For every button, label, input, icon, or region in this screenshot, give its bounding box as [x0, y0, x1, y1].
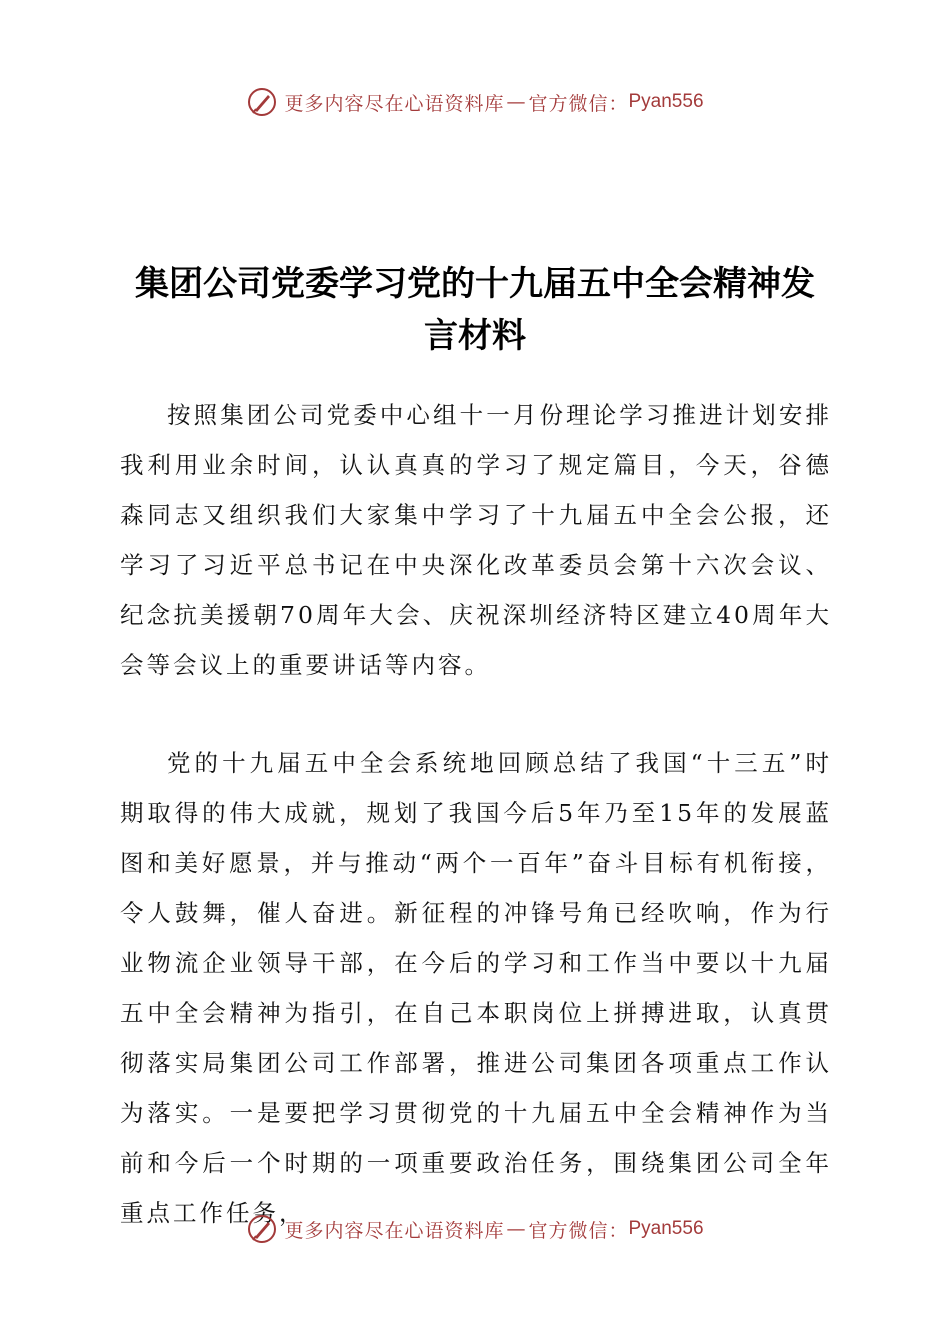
- quill-logo-icon: [246, 86, 278, 118]
- header-watermark: [0, 86, 950, 118]
- watermark-text: 更多内容尽在心语资料库: [284, 1219, 505, 1242]
- footer-watermark: [0, 1213, 950, 1245]
- watermark-text: 更多内容尽在心语资料库: [284, 92, 505, 115]
- title-line-2: 言材料: [424, 316, 526, 356]
- paragraph-2: 党的十九届五中全会系统地回顾总结了我国“十三五”时期取得的伟大成就，规划了我国今后5年乃至15年的发展蓝图和美好愿景，并与推动“两个一百年”奋斗目标有机衔接，令人鼓舞，催人奋进。新征程的冲锋号角已经吹响，作为行业物流企业领导干部，在今后的学习和工作当中要以十九届五中全会精神为指引，在自己本职岗位上拼搏进取，认真贯彻落实局集团公司工作部署，推进公司集团各项重点工作认为落实。一是要把学习贯彻党的十九届五中全会精神作为当前和今后一个时期的一项重要政治任务，围绕集团公司全年重点工作任务，: [120, 749, 832, 1227]
- quill-logo-icon: [246, 1213, 278, 1245]
- watermark-separator: —: [506, 91, 527, 113]
- watermark-official: 官方微信：: [528, 1219, 629, 1242]
- watermark-handle: Pyan556: [628, 1218, 704, 1239]
- title-line-1: 集团公司党委学习党的十九届五中全会精神发: [135, 264, 815, 304]
- watermark-handle: Pyan556: [628, 91, 704, 112]
- watermark-separator: —: [506, 1218, 527, 1240]
- document-title: [110, 258, 840, 362]
- paragraph-1: 按照集团公司党委中心组十一月份理论学习推进计划安排我利用业余时间，认认真真的学习了规定篇目，今天，谷德森同志又组织我们大家集中学习了十九届五中全会公报，还学习了习近平总书记在中央深化改革委员会第十六次会议、纪念抗美援朝70周年大会、庆祝深圳经济特区建立40周年大会等会议上的重要讲话等内容。: [120, 401, 832, 679]
- watermark-official: 官方微信：: [528, 92, 629, 115]
